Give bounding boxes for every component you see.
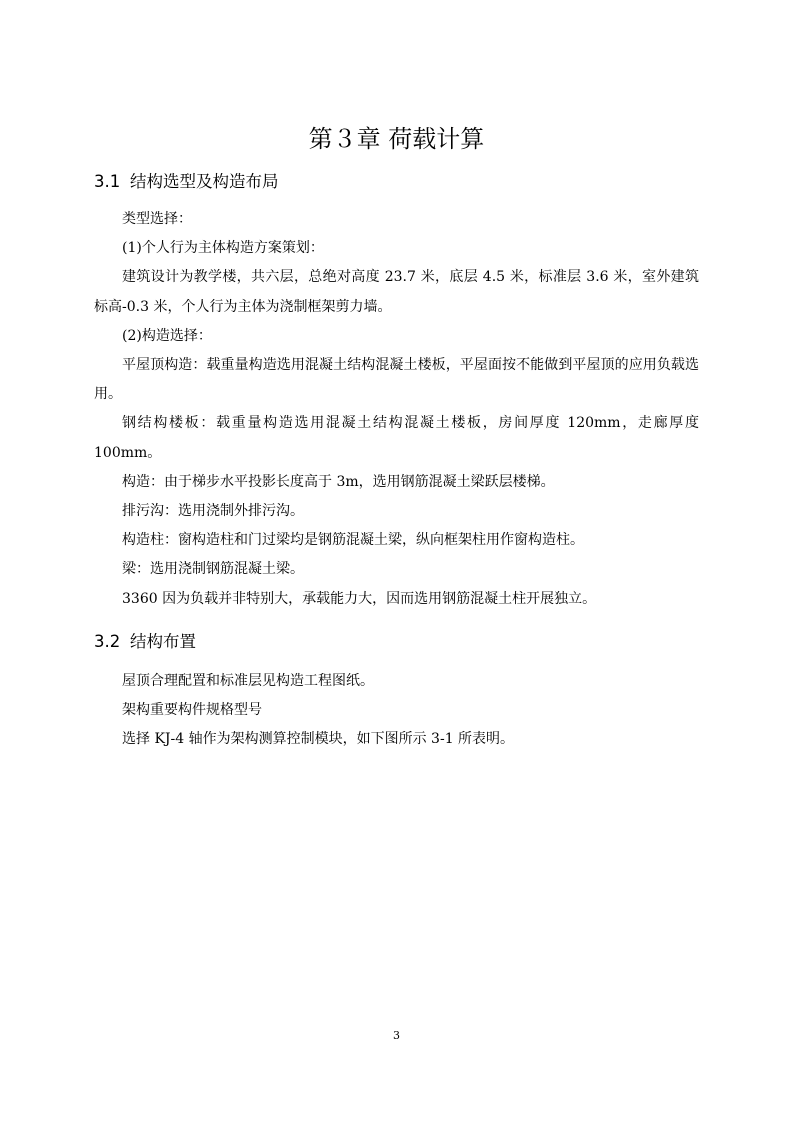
paragraph: 平屋顶构造：载重量构造选用混凝土结构混凝土楼板，平屋面按不能做到平屋顶的应用负载选用。	[94, 357, 699, 403]
section-body-3-1	[94, 205, 699, 614]
paragraph: 选择 KJ-4 轴作为架构测算控制模块，如下图所示 3-1 所表明。	[122, 731, 515, 748]
paragraph: 类型选择：	[122, 211, 192, 227]
section-title: 结构布置	[130, 632, 196, 651]
paragraph: 3360 因为负载并非特别大，承载能力大，因而选用钢筋混凝土柱开展独立。	[122, 590, 597, 607]
paragraph: 构造柱：窗构造柱和门过梁均是钢筋混凝土梁，纵向框架柱用作窗构造柱。	[122, 532, 584, 549]
paragraph: 钢结构楼板：载重量构造选用混凝土结构混凝土楼板，房间厚度 120mm，走廊厚度 100mm。	[94, 415, 699, 461]
paragraph: 构造：由于梯步水平投影长度高于 3m，选用钢筋混凝土梁跃层楼梯。	[122, 473, 555, 490]
paragraph: 架构重要构件规格型号	[122, 702, 262, 719]
section-heading-3-1	[94, 170, 279, 194]
paragraph: 排污沟：选用浇制外排污沟。	[122, 503, 304, 520]
section-body-3-2	[94, 667, 699, 755]
section-number: 3.2	[94, 632, 121, 651]
section-title: 结构选型及构造布局	[130, 172, 279, 191]
paragraph: 梁：选用浇制钢筋混凝土梁。	[122, 561, 304, 578]
page-number: 3	[393, 1029, 400, 1042]
section-heading-3-2	[94, 630, 196, 654]
paragraph: (2)构造选择：	[122, 327, 212, 344]
chapter-title: 第３章 荷载计算	[308, 125, 485, 153]
paragraph: 屋顶合理配置和标准层见构造工程图纸。	[122, 673, 374, 689]
paragraph: 建筑设计为教学楼，共六层，总绝对高度 23.7 米，底层 4.5 米，标准层 3.6 米，室外建筑标高-0.3 米，个人行为主体为浇制框架剪力墙。	[94, 269, 699, 315]
paragraph: (1)个人行为主体构造方案策划：	[122, 240, 324, 257]
section-number: 3.1	[94, 172, 121, 191]
